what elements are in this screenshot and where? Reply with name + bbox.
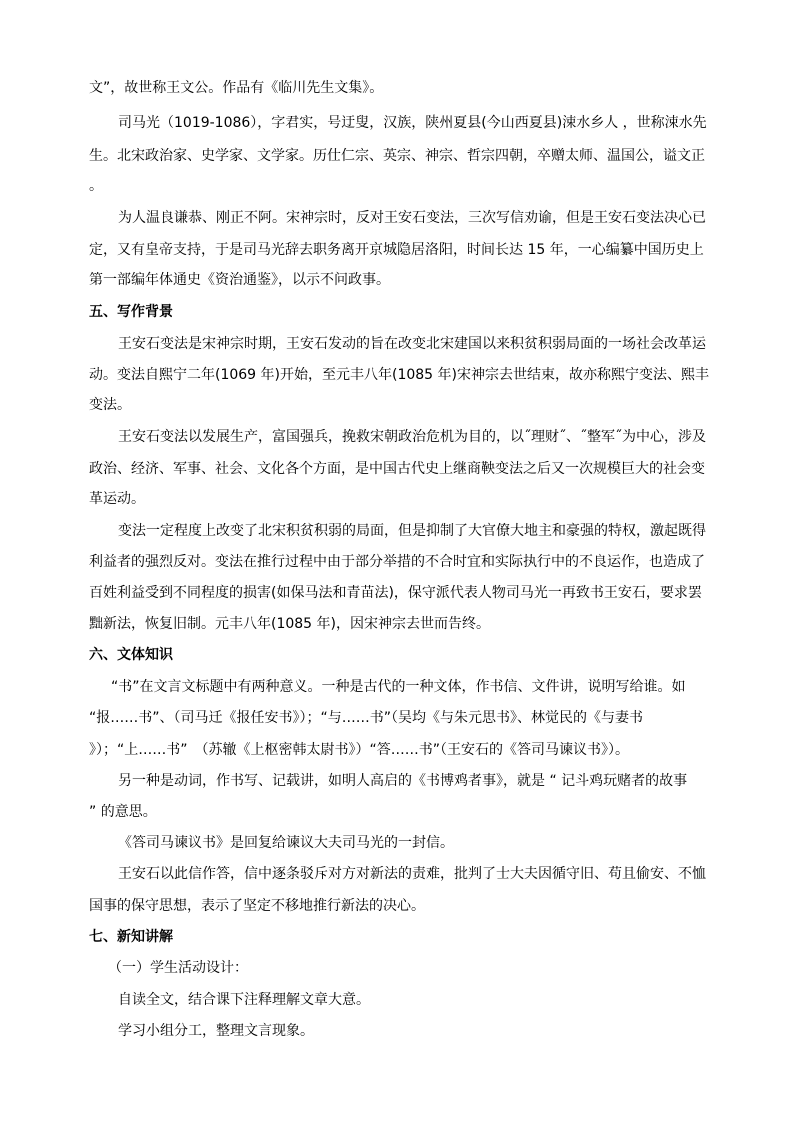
text-line: 国事的保守思想，表示了坚定不移地推行新法的决心。 xyxy=(89,898,425,914)
paragraph-verb-meaning: 另一种是动词，作书写、记载讲，如明人高启的《书博鸡者事》，就是 “ 记斗鸡玩赌者的故事 xyxy=(118,773,688,789)
text-line: 文”，故世称王文公。作品有《临川先生文集》。 xyxy=(89,80,384,96)
paragraph-reform-goals: 王安石变法以发展生产，富国强兵，挽救宋朝政治危机为目的，以˝理财˝、˝整军˝为中心，涉及 xyxy=(118,429,706,445)
paragraph-letter-reply: 《答司马谏议书》是回复给谏议大夫司马光的一封信。 xyxy=(118,835,454,851)
text-line: 百姓利益受到不同程度的损害(如保马法和青苗法)，保守派代表人物司马光一再致书王安石，要求罢 xyxy=(89,585,702,601)
activity-item: 自读全文，结合课下注释理解文章大意。 xyxy=(118,992,370,1008)
section-heading-background: 五、写作背景 xyxy=(89,304,173,320)
text-line: “报……书”、（司马迁《报任安书》）；“与……书”（吴均《与朱元思书》、林觉民的《与妻书 xyxy=(89,710,644,726)
text-line: 利益者的强烈反对。变法在推行过程中由于部分举措的不合时宜和实际执行中的不良运作，也造成了 xyxy=(89,554,705,570)
activity-item: 学习小组分工，整理文言现象。 xyxy=(118,1023,314,1039)
section-heading-new-knowledge: 七、新知讲解 xyxy=(89,929,173,945)
text-line: 》）；“上……书” （苏辙《上枢密韩太尉书》）“答……书”（王安石的《答司马谏议书》）。 xyxy=(89,742,630,758)
text-line: 变法。 xyxy=(89,397,131,413)
paragraph-genre-meaning: “书”在文言文标题中有两种意义。一种是古代的一种文体，作书信、文件讲，说明写给谁。如 xyxy=(111,679,686,695)
text-line: 生。北宋政治家、史学家、文学家。历仕仁宗、英宗、神宗、哲宗四朝，卒赠太师、温国公，谥文正 xyxy=(89,148,705,164)
section-heading-genre: 六、文体知识 xyxy=(89,647,173,663)
paragraph-sima-guang-character: 为人温良谦恭、刚正不阿。宋神宗时，反对王安石变法，三次写信劝谕，但是王安石变法决心已 xyxy=(118,210,706,226)
text-line: 黜新法，恢复旧制。元丰八年(1085 年)，因宋神宗去世而告终。 xyxy=(89,616,491,632)
text-line: 动。变法自熙宁二年(1069 年)开始，至元丰八年(1085 年)宋神宗去世结束，故亦称熙宁变法、熙丰 xyxy=(89,367,710,383)
text-line: ” 的意思。 xyxy=(89,804,157,820)
paragraph-reform-intro: 王安石变法是宋神宗时期，王安石发动的旨在改变北宋建国以来积贫积弱局面的一场社会改革运 xyxy=(118,336,706,352)
paragraph-letter-content: 王安石以此信作答，信中逐条驳斥对方对新法的责难，批判了士大夫因循守旧、苟且偷安、不恤 xyxy=(118,866,706,882)
text-line: 政治、经济、军事、社会、文化各个方面，是中国古代史上继商鞅变法之后又一次规模巨大的社会变 xyxy=(89,461,705,477)
text-line: 定，又有皇帝支持，于是司马光辞去职务离开京城隐居洛阳，时间长达 15 年，一心编纂中国历史上 xyxy=(89,242,704,258)
paragraph-sima-guang-intro: 司马光（1019-1086），字君实，号迂叟，汉族，陕州夏县(今山西夏县)涑水乡人 ，世称涑水先 xyxy=(118,115,707,131)
paragraph-reform-effects: 变法一定程度上改变了北宋积贫积弱的局面，但是抑制了大官僚大地主和豪强的特权，激起既得 xyxy=(118,523,706,539)
text-line: 第一部编年体通史《资治通鉴》，以示不问政事。 xyxy=(89,272,390,288)
subheading-student-activity: （一）学生活动设计： xyxy=(108,960,248,976)
text-line: 。 xyxy=(89,178,103,194)
text-line: 革运动。 xyxy=(89,491,145,507)
